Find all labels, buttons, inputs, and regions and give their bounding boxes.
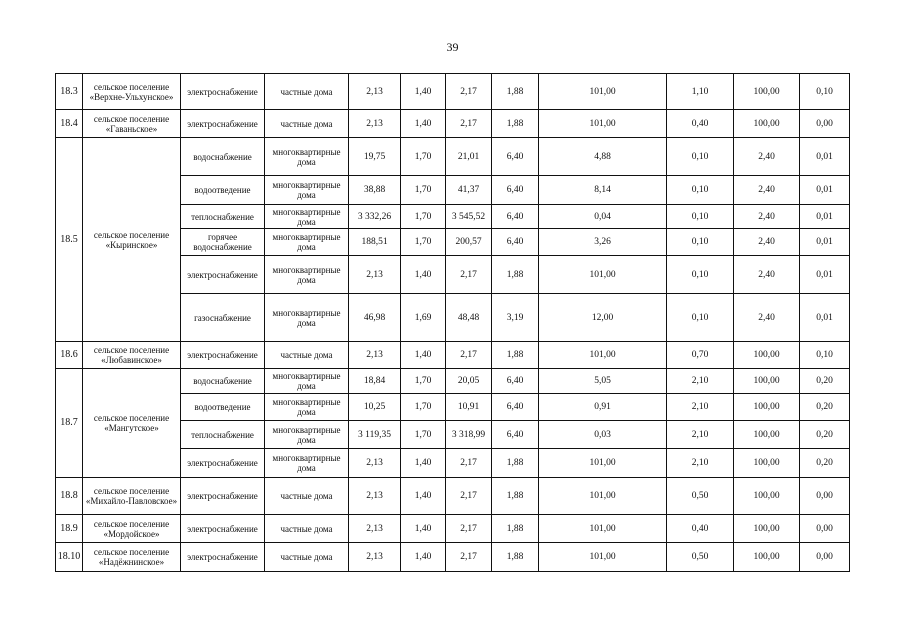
service-type: электроснабжение [181, 110, 265, 138]
value-cell-1: 2,13 [349, 110, 401, 138]
value-cell-4: 6,40 [492, 394, 539, 421]
housing-category: многоквартирные дома [265, 369, 349, 394]
value-cell-1: 2,13 [349, 256, 401, 294]
service-type: теплоснабжение [181, 205, 265, 229]
value-cell-1: 46,98 [349, 294, 401, 342]
settlement-name: сельское поселение «Мангутское» [83, 369, 181, 478]
value-cell-3: 41,37 [446, 176, 492, 205]
value-cell-8: 0,10 [800, 342, 850, 369]
row-code: 18.9 [56, 515, 83, 543]
value-cell-7: 2,40 [734, 256, 800, 294]
housing-category: многоквартирные дома [265, 421, 349, 449]
value-cell-3: 2,17 [446, 478, 492, 515]
value-cell-7: 2,40 [734, 205, 800, 229]
value-cell-8: 0,00 [800, 110, 850, 138]
settlement-name: сельское поселение «Любавинское» [83, 342, 181, 369]
value-cell-7: 2,40 [734, 176, 800, 205]
value-cell-6: 0,50 [667, 543, 734, 572]
value-cell-6: 2,10 [667, 449, 734, 478]
settlement-name: сельское поселение «Кыринское» [83, 138, 181, 342]
value-cell-7: 100,00 [734, 342, 800, 369]
settlement-name: сельское поселение «Надёжнинское» [83, 543, 181, 572]
value-cell-5: 101,00 [539, 256, 667, 294]
value-cell-4: 6,40 [492, 138, 539, 176]
housing-category: многоквартирные дома [265, 229, 349, 256]
value-cell-4: 1,88 [492, 256, 539, 294]
value-cell-3: 3 318,99 [446, 421, 492, 449]
housing-category: многоквартирные дома [265, 205, 349, 229]
value-cell-6: 0,10 [667, 256, 734, 294]
value-cell-8: 0,20 [800, 421, 850, 449]
service-type: электроснабжение [181, 478, 265, 515]
value-cell-4: 1,88 [492, 515, 539, 543]
value-cell-8: 0,01 [800, 256, 850, 294]
settlement-name: сельское поселение «Гаваньское» [83, 110, 181, 138]
value-cell-1: 3 332,26 [349, 205, 401, 229]
value-cell-1: 2,13 [349, 478, 401, 515]
value-cell-1: 10,25 [349, 394, 401, 421]
value-cell-7: 100,00 [734, 449, 800, 478]
value-cell-2: 1,40 [401, 449, 446, 478]
page-number: 39 [446, 40, 459, 54]
value-cell-4: 6,40 [492, 421, 539, 449]
value-cell-1: 18,84 [349, 369, 401, 394]
value-cell-3: 2,17 [446, 74, 492, 110]
service-type: электроснабжение [181, 74, 265, 110]
housing-category: частные дома [265, 543, 349, 572]
value-cell-6: 0,10 [667, 229, 734, 256]
value-cell-5: 12,00 [539, 294, 667, 342]
housing-category: многоквартирные дома [265, 176, 349, 205]
value-cell-4: 6,40 [492, 369, 539, 394]
value-cell-4: 1,88 [492, 342, 539, 369]
housing-category: многоквартирные дома [265, 394, 349, 421]
value-cell-4: 1,88 [492, 478, 539, 515]
service-type: электроснабжение [181, 515, 265, 543]
row-code: 18.7 [56, 369, 83, 478]
housing-category: многоквартирные дома [265, 449, 349, 478]
value-cell-3: 2,17 [446, 449, 492, 478]
table-row [56, 543, 850, 572]
value-cell-7: 100,00 [734, 421, 800, 449]
value-cell-3: 2,17 [446, 256, 492, 294]
table-body [56, 74, 850, 572]
table-row [56, 478, 850, 515]
service-type: водоснабжение [181, 369, 265, 394]
value-cell-4: 1,88 [492, 449, 539, 478]
value-cell-2: 1,40 [401, 110, 446, 138]
value-cell-5: 4,88 [539, 138, 667, 176]
service-type: электроснабжение [181, 543, 265, 572]
row-code: 18.6 [56, 342, 83, 369]
value-cell-2: 1,70 [401, 421, 446, 449]
value-cell-8: 0,20 [800, 369, 850, 394]
row-code: 18.8 [56, 478, 83, 515]
value-cell-2: 1,70 [401, 369, 446, 394]
value-cell-8: 0,10 [800, 74, 850, 110]
value-cell-5: 0,03 [539, 421, 667, 449]
value-cell-8: 0,01 [800, 229, 850, 256]
value-cell-4: 1,88 [492, 74, 539, 110]
table-row [56, 110, 850, 138]
service-type: водоснабжение [181, 138, 265, 176]
value-cell-1: 19,75 [349, 138, 401, 176]
value-cell-2: 1,70 [401, 394, 446, 421]
value-cell-7: 100,00 [734, 110, 800, 138]
value-cell-7: 100,00 [734, 74, 800, 110]
value-cell-5: 101,00 [539, 342, 667, 369]
value-cell-3: 2,17 [446, 342, 492, 369]
value-cell-2: 1,69 [401, 294, 446, 342]
value-cell-5: 101,00 [539, 449, 667, 478]
value-cell-1: 2,13 [349, 515, 401, 543]
value-cell-7: 100,00 [734, 478, 800, 515]
value-cell-6: 0,50 [667, 478, 734, 515]
value-cell-7: 2,40 [734, 138, 800, 176]
value-cell-4: 1,88 [492, 543, 539, 572]
value-cell-1: 2,13 [349, 342, 401, 369]
value-cell-3: 48,48 [446, 294, 492, 342]
value-cell-2: 1,40 [401, 256, 446, 294]
value-cell-7: 2,40 [734, 294, 800, 342]
value-cell-6: 0,70 [667, 342, 734, 369]
value-cell-1: 188,51 [349, 229, 401, 256]
value-cell-6: 2,10 [667, 421, 734, 449]
settlement-name: сельское поселение «Мордойское» [83, 515, 181, 543]
value-cell-5: 101,00 [539, 478, 667, 515]
service-type: электроснабжение [181, 342, 265, 369]
table-row [56, 74, 850, 110]
value-cell-2: 1,40 [401, 543, 446, 572]
settlement-name: сельское поселение «Верхне-Ульхунское» [83, 74, 181, 110]
table-row [56, 138, 850, 176]
value-cell-6: 0,10 [667, 294, 734, 342]
value-cell-8: 0,01 [800, 176, 850, 205]
value-cell-8: 0,01 [800, 294, 850, 342]
value-cell-1: 3 119,35 [349, 421, 401, 449]
value-cell-5: 101,00 [539, 74, 667, 110]
value-cell-2: 1,40 [401, 515, 446, 543]
value-cell-7: 2,40 [734, 229, 800, 256]
value-cell-5: 8,14 [539, 176, 667, 205]
value-cell-7: 100,00 [734, 394, 800, 421]
value-cell-5: 0,91 [539, 394, 667, 421]
value-cell-7: 100,00 [734, 369, 800, 394]
housing-category: частные дома [265, 110, 349, 138]
row-code: 18.10 [56, 543, 83, 572]
housing-category: частные дома [265, 342, 349, 369]
settlement-name: сельское поселение «Михайло-Павловское» [83, 478, 181, 515]
service-type: водоотведение [181, 176, 265, 205]
value-cell-5: 3,26 [539, 229, 667, 256]
value-cell-2: 1,40 [401, 342, 446, 369]
value-cell-4: 3,19 [492, 294, 539, 342]
service-type: электроснабжение [181, 256, 265, 294]
row-code: 18.3 [56, 74, 83, 110]
value-cell-3: 20,05 [446, 369, 492, 394]
value-cell-5: 101,00 [539, 515, 667, 543]
value-cell-7: 100,00 [734, 515, 800, 543]
housing-category: многоквартирные дома [265, 294, 349, 342]
value-cell-3: 10,91 [446, 394, 492, 421]
row-code: 18.5 [56, 138, 83, 342]
value-cell-5: 5,05 [539, 369, 667, 394]
value-cell-1: 38,88 [349, 176, 401, 205]
value-cell-6: 2,10 [667, 369, 734, 394]
value-cell-3: 2,17 [446, 515, 492, 543]
value-cell-4: 6,40 [492, 176, 539, 205]
value-cell-6: 0,10 [667, 205, 734, 229]
value-cell-3: 200,57 [446, 229, 492, 256]
value-cell-3: 3 545,52 [446, 205, 492, 229]
value-cell-6: 1,10 [667, 74, 734, 110]
service-type: газоснабжение [181, 294, 265, 342]
value-cell-8: 0,00 [800, 515, 850, 543]
value-cell-6: 2,10 [667, 394, 734, 421]
value-cell-2: 1,40 [401, 478, 446, 515]
value-cell-6: 0,40 [667, 110, 734, 138]
value-cell-1: 2,13 [349, 449, 401, 478]
value-cell-7: 100,00 [734, 543, 800, 572]
table-row [56, 515, 850, 543]
value-cell-5: 101,00 [539, 543, 667, 572]
value-cell-2: 1,40 [401, 74, 446, 110]
value-cell-2: 1,70 [401, 138, 446, 176]
value-cell-1: 2,13 [349, 74, 401, 110]
housing-category: многоквартирные дома [265, 138, 349, 176]
value-cell-3: 2,17 [446, 543, 492, 572]
housing-category: частные дома [265, 478, 349, 515]
service-type: теплоснабжение [181, 421, 265, 449]
value-cell-5: 0,04 [539, 205, 667, 229]
housing-category: частные дома [265, 74, 349, 110]
value-cell-2: 1,70 [401, 176, 446, 205]
value-cell-8: 0,20 [800, 449, 850, 478]
value-cell-3: 21,01 [446, 138, 492, 176]
value-cell-6: 0,10 [667, 176, 734, 205]
value-cell-8: 0,01 [800, 205, 850, 229]
value-cell-8: 0,00 [800, 543, 850, 572]
value-cell-4: 6,40 [492, 205, 539, 229]
housing-category: многоквартирные дома [265, 256, 349, 294]
value-cell-2: 1,70 [401, 205, 446, 229]
table-row [56, 342, 850, 369]
value-cell-6: 0,40 [667, 515, 734, 543]
tariff-table [55, 73, 850, 572]
housing-category: частные дома [265, 515, 349, 543]
value-cell-8: 0,20 [800, 394, 850, 421]
row-code: 18.4 [56, 110, 83, 138]
value-cell-8: 0,01 [800, 138, 850, 176]
value-cell-5: 101,00 [539, 110, 667, 138]
value-cell-6: 0,10 [667, 138, 734, 176]
service-type: водоотведение [181, 394, 265, 421]
service-type: электроснабжение [181, 449, 265, 478]
table-row [56, 369, 850, 394]
value-cell-3: 2,17 [446, 110, 492, 138]
value-cell-4: 1,88 [492, 110, 539, 138]
value-cell-2: 1,70 [401, 229, 446, 256]
service-type: горячее водоснабжение [181, 229, 265, 256]
value-cell-4: 6,40 [492, 229, 539, 256]
value-cell-8: 0,00 [800, 478, 850, 515]
value-cell-1: 2,13 [349, 543, 401, 572]
